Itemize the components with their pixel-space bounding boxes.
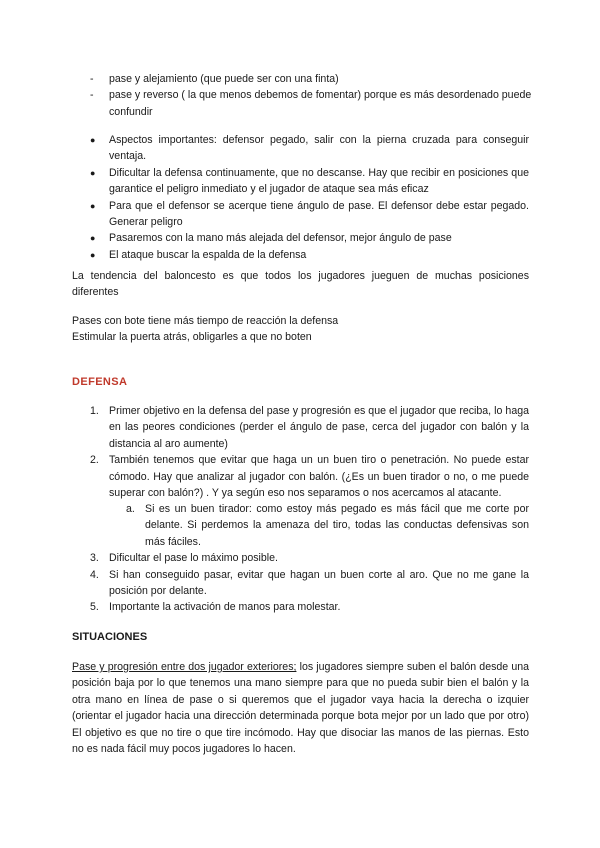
situaciones-body: los jugadores siempre suben el balón desde una posición baja por lo que tenemos una mano siempre para que no pueda subir bien el balón y la otra mano en línea de pase o si queremos que el jugador vaya hacia la derecha o izquier (orientar el jugador hacia una dirección determinada porque bota mejor por un lado que por otro) El objetivo es que no tire o que tire incómodo. Hay que disociar las manos de las piernas. Esto no es nada fácil muy pocos jugadores lo hacen. (72, 661, 529, 756)
dash-item-text: pase y reverso ( la que menos debemos de fomentar) porque es más desordenado puede confundir (109, 89, 532, 118)
defensa-item-text: Importante la activación de manos para molestar. (109, 601, 341, 614)
dash-item (72, 71, 532, 87)
paragraph-pases-line2: Estimular la puerta atrás, obligarles a que no boten (72, 331, 312, 344)
paragraph-tendencia: La tendencia del baloncesto es que todos los jugadores jueguen de muchas posiciones diferentes (72, 270, 529, 299)
bullet-icon: ● (90, 200, 96, 211)
defensa-item (72, 567, 529, 600)
bullet-item (72, 132, 529, 165)
bullet-icon: ● (90, 167, 96, 178)
heading-defensa: DEFENSA (72, 376, 128, 388)
defensa-sublist (72, 501, 529, 550)
dash-marker: - (90, 89, 94, 102)
dash-item (72, 87, 532, 120)
bullet-item (72, 198, 529, 231)
defensa-subitem (72, 501, 529, 550)
defensa-subitem-container (72, 501, 529, 550)
defensa-item-text: Primer objetivo en la defensa del pase y progresión es que el jugador que reciba, lo haga en las peores condiciones (perder el ángulo de pase, cerca del jugador con balón y la distancia al aro aumente) (109, 405, 529, 450)
item-number: 5. (90, 601, 99, 614)
dash-list (72, 71, 532, 120)
bullet-icon: ● (90, 249, 96, 260)
defensa-item (72, 403, 529, 452)
item-number: 3. (90, 552, 99, 565)
bullet-item (72, 230, 529, 246)
dash-marker: - (90, 73, 94, 85)
subitem-letter: a. (126, 503, 135, 515)
defensa-subitem-text: Si es un buen tirador: como estoy más pegado es más fácil que me corte por delante. Si perdemos la amenaza del tiro, todas las conductas defensivas son más fáciles. (145, 503, 529, 548)
defensa-sublist-wrapper (72, 501, 529, 616)
bullet-item (72, 165, 529, 198)
defensa-item (72, 599, 529, 615)
item-number: 1. (90, 405, 99, 417)
bullet-icon: ● (90, 233, 96, 244)
defensa-item (72, 550, 529, 566)
situaciones-underlined-lead: Pase y progresión entre dos jugador exteriores; (72, 661, 297, 673)
item-number: 2. (90, 454, 99, 467)
bullet-icon: ● (90, 135, 96, 145)
heading-situaciones: SITUACIONES (72, 631, 148, 643)
bullet-item (72, 247, 529, 263)
bullet-item-text: Dificultar la defensa continuamente, que no descanse. Hay que recibir en posiciones que garantice el peligro inmediato y el jugador de ataque sea más eficaz (109, 166, 529, 196)
bullet-item-text: Pasaremos con la mano más alejada del defensor, mejor ángulo de pase (109, 232, 452, 245)
defensa-item (72, 452, 529, 501)
bullet-item-text: Para que el defensor se acerque tiene ángulo de pase. El defensor debe estar pegado. Generar peligro (109, 199, 529, 229)
paragraph-pases-line1: Pases con bote tiene más tiempo de reacción la defensa (72, 315, 339, 327)
paragraph-situaciones (72, 659, 529, 757)
dash-item-text: pase y alejamiento (que puede ser con una finta) (109, 73, 339, 85)
item-number: 4. (90, 568, 99, 581)
bullet-list (72, 132, 529, 263)
defensa-item-text: También tenemos que evitar que haga un un buen tiro o penetración. No puede estar cómodo. Hay que analizar al jugador con balón. (¿Es un buen tirador o no, o me puede superar con balón?) . Y ya según eso nos separamos o nos acercamos al atacante. (109, 454, 529, 500)
defensa-item-text: Dificultar el pase lo máximo posible. (109, 552, 278, 565)
paragraph-pases (72, 313, 529, 346)
bullet-item-text: El ataque buscar la espalda de la defensa (109, 248, 307, 261)
defensa-item-text: Si han conseguido pasar, evitar que hagan un buen corte al aro. Que no me gane la posición por delante. (109, 568, 529, 598)
defensa-list (72, 403, 529, 501)
bullet-item-text: Aspectos importantes: defensor pegado, salir con la pierna cruzada para conseguir ventaja. (109, 134, 529, 163)
